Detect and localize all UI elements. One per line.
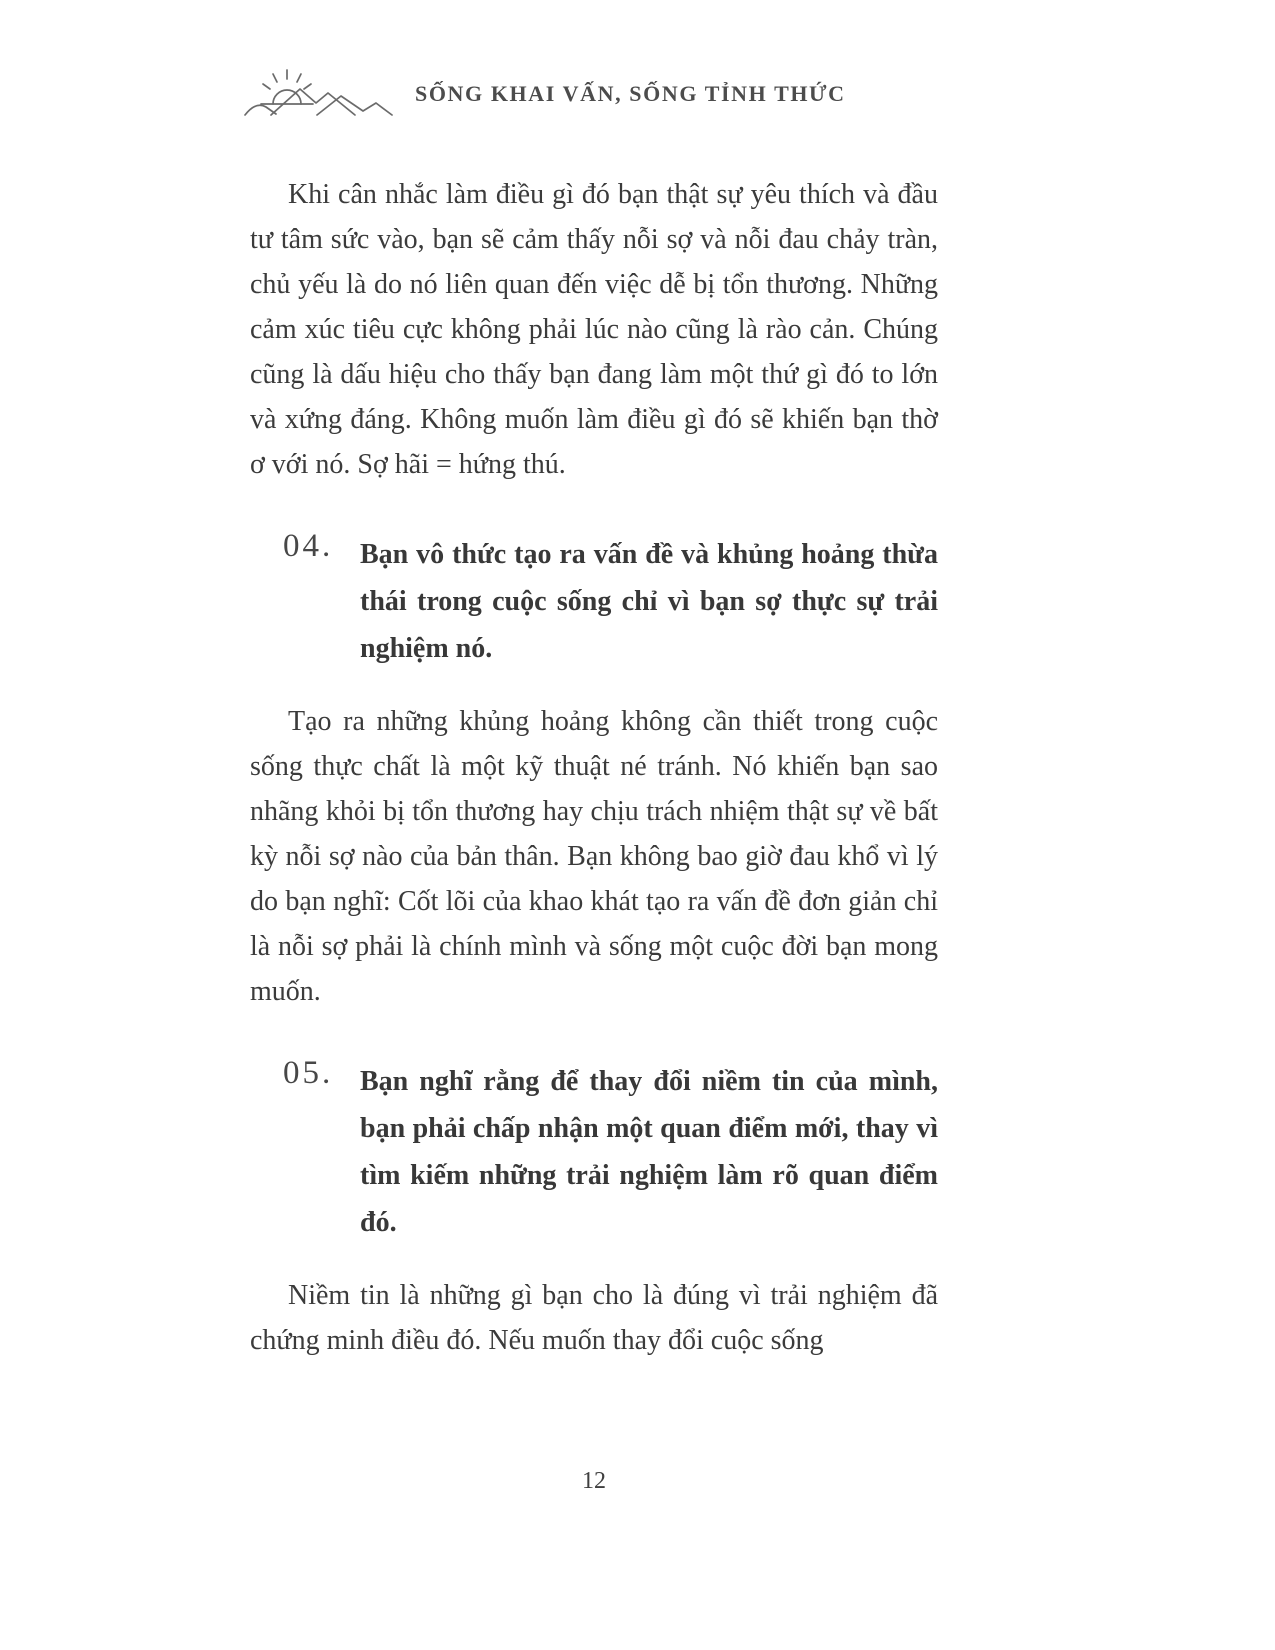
- section-04-heading: [250, 528, 938, 672]
- section-05-number: 05.: [283, 1055, 334, 1091]
- running-head-title: SỐNG KHAI VẤN, SỐNG TỈNH THỨC: [415, 81, 846, 106]
- page-header: [243, 66, 943, 122]
- page-footer: [250, 1468, 938, 1495]
- page-number: 12: [582, 1468, 606, 1494]
- section-04-number: 04.: [283, 528, 334, 564]
- section-05: [250, 1055, 938, 1363]
- intro-paragraph: Khi cân nhắc làm điều gì đó bạn thật sự yêu thích và đầu tư tâm sức vào, bạn sẽ cảm thấy nỗi sợ và nỗi đau chảy tràn, chủ yếu là do nó liên quan đến việc dễ bị tổn thương. Những cảm xúc tiêu cực không phải lúc nào cũng là rào cản. Chúng cũng là dấu hiệu cho thấy bạn đang làm một thứ gì đó to lớn và xứng đáng. Không muốn làm điều gì đó sẽ khiến bạn thờ ơ với nó. Sợ hãi = hứng thú.: [250, 179, 938, 480]
- section-04-paragraph: Tạo ra những khủng hoảng không cần thiết trong cuộc sống thực chất là một kỹ thuật né tránh. Nó khiến bạn sao nhãng khỏi bị tổn thương hay chịu trách nhiệm thật sự về bất kỳ nỗi sợ nào của bản thân. Bạn không bao giờ đau khổ vì lý do bạn nghĩ: Cốt lõi của khao khát tạo ra vấn đề đơn giản chỉ là nỗi sợ phải là chính mình và sống một cuộc đời bạn mong muốn.: [250, 706, 938, 1007]
- section-05-title: Bạn nghĩ rằng để thay đổi niềm tin của mình, bạn phải chấp nhận một quan điểm mới, thay vì tìm kiếm những trải nghiệm làm rõ quan điểm đó.: [360, 1066, 938, 1238]
- section-05-paragraph: Niềm tin là những gì bạn cho là đúng vì trải nghiệm đã chứng minh điều đó. Nếu muốn thay đổi cuộc sống: [250, 1280, 938, 1356]
- section-04: [250, 528, 938, 1014]
- mountain-sunrise-logo-icon: [243, 66, 395, 122]
- section-04-title: Bạn vô thức tạo ra vấn đề và khủng hoảng thừa thái trong cuộc sống chỉ vì bạn sợ thực sự trải nghiệm nó.: [360, 539, 938, 664]
- page-content: [250, 172, 938, 1363]
- section-05-heading: [250, 1055, 938, 1246]
